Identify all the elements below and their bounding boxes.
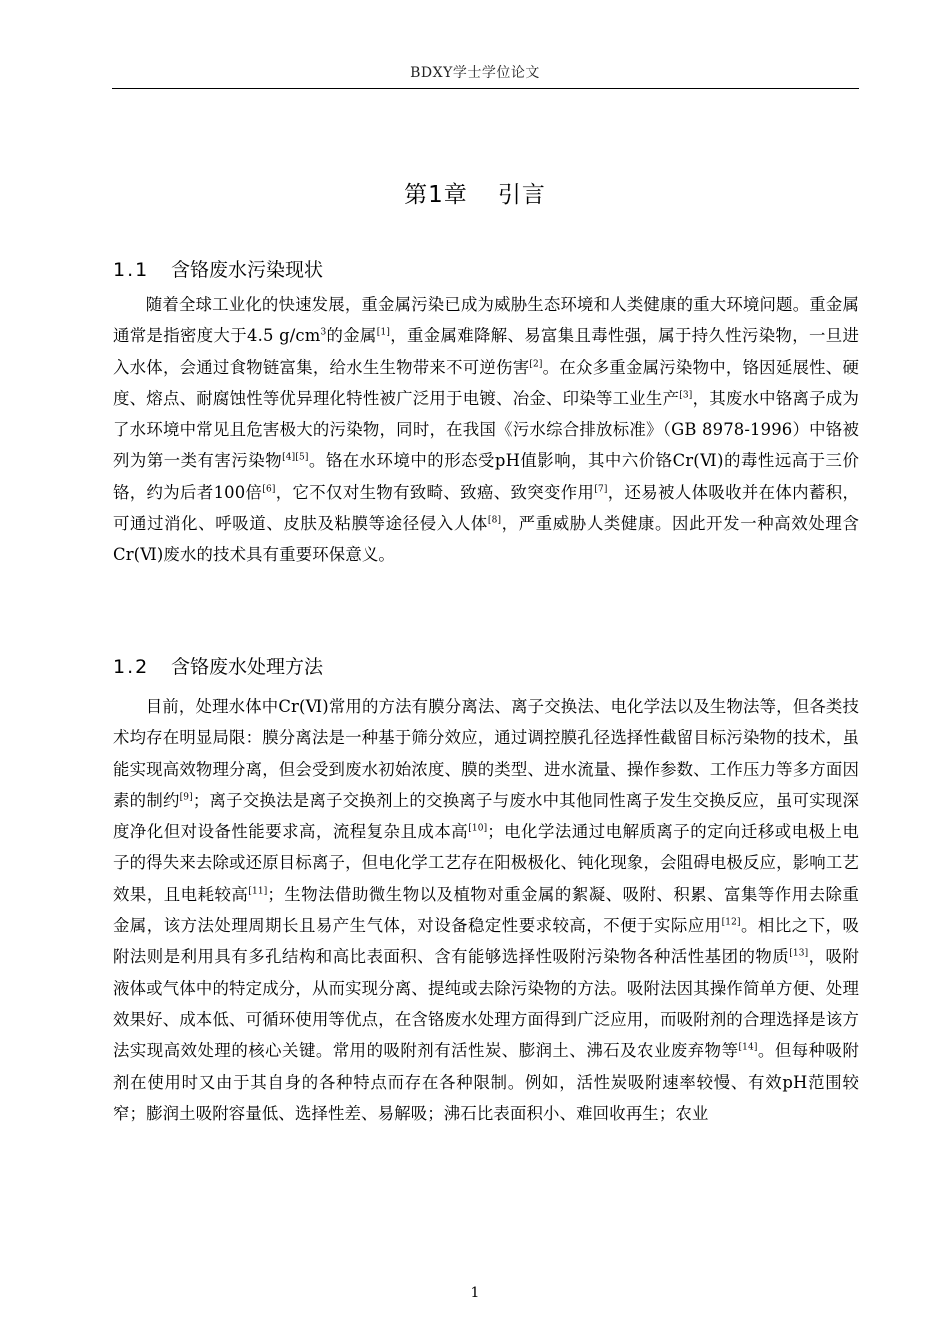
citation-mark: [9]	[179, 792, 193, 803]
citation-mark: [2]	[529, 359, 543, 370]
text-run: 。铬在水环境中的形态受pH值影响，其中六价铬Cr(Ⅵ)的毒性远高于三价铬，约为后者100倍	[113, 451, 860, 502]
text-run: 。但每种吸附剂在使用时又由于其自身的各种特点而存在各种限制。例如，活性炭吸附速率较慢、有效pH范围较窄；膨润土吸附容量低、选择性差、易解吸；沸石比表面积小、难回收再生；农业	[113, 1041, 859, 1123]
text-run: ；离子交换法是离子交换剂上的交换离子与废水中其他同性离子发生交换反应，虽可实现深度净化但对设备性能要求高，流程复杂且成本高	[113, 790, 860, 842]
citation-mark: [8]	[487, 515, 502, 526]
section-heading-1-1	[113, 255, 323, 282]
text-run: 。相比之下，吸附法则是利用具有多孔结构和高比表面积、含有能够选择性吸附污染物各种活性基团的物质	[113, 916, 859, 967]
section-title: 含铬废水污染现状	[171, 259, 324, 281]
text-run: ，还易被人体吸收并在体内蓄积，可通过消化、呼吸道、皮肤及粘膜等途径侵入人体	[113, 482, 859, 534]
citation-mark: 3	[320, 327, 327, 338]
citation-mark: [14]	[738, 1042, 758, 1053]
section-title: 含铬废水处理方法	[171, 656, 324, 678]
text-run: 目前，处理水体中Cr(Ⅵ)常用的方法有膜分离法、离子交换法、电化学法以及生物法等，但各类技术均存在明显局限：膜分离法是一种基于筛分效应，通过调控膜孔径选择性截留目标污染物的技术，虽能实现高效物理分离，但会受到废水初始浓度、膜的类型、进水流量、操作参数、工作压力等多方面因素的制约	[113, 697, 859, 810]
citation-mark: [11]	[248, 886, 268, 897]
page-number: 1	[470, 1285, 480, 1301]
citation-mark: [6]	[262, 484, 276, 495]
citation-mark: [12]	[721, 917, 741, 928]
running-header: BDXY学士学位论文	[410, 65, 540, 81]
citation-mark: [13]	[789, 948, 809, 959]
text-run: ，其废水中铬离子成为了水环境中常见且危害极大的污染物，同时，在我国《污水综合排放标准》（GB 8978-1996）中铬被列为第一类有害污染物	[113, 388, 859, 471]
text-run: ，它不仅对生物有致畸、致癌、致突变作用	[275, 482, 595, 502]
text-run: ，严重威胁人类健康。因此开发一种高效处理含Cr(Ⅵ)废水的技术具有重要环保意义。	[113, 514, 859, 565]
body-paragraph-1-2	[113, 691, 859, 1129]
text-run: 的金属	[326, 326, 377, 346]
text-run: ；生物法借助微生物以及植物对重金属的絮凝、吸附、积累、富集等作用去除重金属，该方法处理周期长且易产生气体，对设备稳定性要求较高，不便于实际应用	[113, 884, 859, 936]
citation-mark: [10]	[468, 823, 488, 834]
body-paragraph-1-1	[113, 289, 859, 571]
section-number: 1.2	[113, 656, 150, 678]
chapter-name: 引言	[497, 182, 546, 208]
text-run: 。在众多重金属污染物中，铬因延展性、硬度、熔点、耐腐蚀性等优异理化特性被广泛用于电镀、冶金、印染等工业生产	[113, 357, 859, 408]
section-number: 1.1	[113, 259, 150, 281]
citation-mark: [7]	[594, 484, 608, 495]
citation-mark: [1]	[376, 327, 390, 338]
chapter-title	[0, 176, 950, 209]
chapter-number: 第1章	[404, 182, 468, 208]
section-heading-1-2	[113, 652, 323, 679]
citation-mark: [3]	[679, 390, 693, 401]
text-run: ，吸附液体或气体中的特定成分，从而实现分离、提纯或去除污染物的方法。吸附法因其操作简单方便、处理效果好、成本低、可循环使用等优点，在含铬废水处理方面得到广泛应用，而吸附剂的合理选择是该方法实现高效处理的核心关键。常用的吸附剂有活性炭、膨润土、沸石及农业废弃物等	[113, 947, 859, 1061]
header-rule	[112, 88, 859, 89]
text-run: ；电化学法通过电解质离子的定向迁移或电极上电子的得失来去除或还原目标离子，但电化学工艺存在阳极极化、钝化现象，会阻碍电极反应，影响工艺效果，且电耗较高	[113, 822, 859, 904]
text-run: ，重金属难降解、易富集且毒性强，属于持久性污染物，一旦进入水体，会通过食物链富集，给水生生物带来不可逆伤害	[113, 326, 860, 377]
text-run: 随着全球工业化的快速发展，重金属污染已成为威胁生态环境和人类健康的重大环境问题。重金属通常是指密度大于4.5 g/cm	[113, 295, 859, 346]
citation-mark: [4][5]	[282, 453, 309, 464]
